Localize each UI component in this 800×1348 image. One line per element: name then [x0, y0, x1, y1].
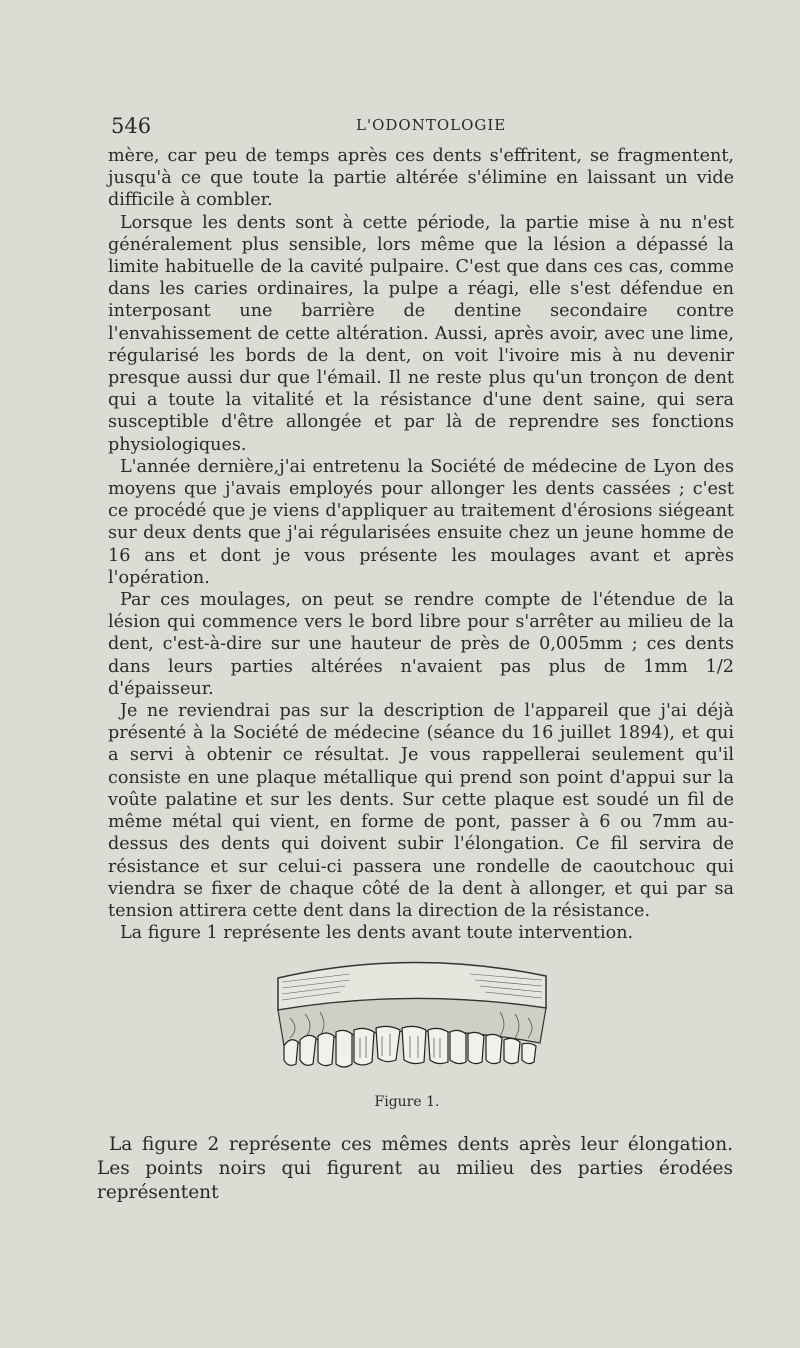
paragraph-figure-2: La figure 2 représente ces mêmes dents après leur élongation. Les points noirs qui figurent au milieu des parties érodées représentent	[97, 1134, 733, 1203]
paragraph-continuation: mère, car peu de temps après ces dents s'effritent, se fragmentent, jusqu'à ce que toute la partie altérée s'élimine en laissant un vide difficile à combler.	[108, 146, 734, 211]
bottom-text	[97, 1133, 733, 1205]
running-head: L'ODONTOLOGIE	[356, 116, 507, 134]
dental-cast-illustration	[270, 948, 553, 1086]
paragraph-moulages: Par ces moulages, on peut se rendre compte de l'étendue de la lésion qui commence vers le bord libre pour s'arrêter au milieu de la dent, c'est-à-dire sur une hauteur de près de 0,005mm ; ces dents dans leurs parties altérées n'avaient pas plus de 1mm 1/2 d'épaisseur.	[108, 590, 734, 699]
paragraph-appareil: Je ne reviendrai pas sur la description de l'appareil que j'ai déjà présenté à la Société de médecine (séance du 16 juillet 1894), et qui a servi à obtenir ce résultat. Je vous rappellerai seulement qu'il consiste en une plaque métallique qui prend son point d'appui sur la voûte palatine et sur les dents. Sur cette plaque est soudé un fil de même métal qui vient, en forme de pont, passer à 6 ou 7mm au-dessus des dents qui doivent subir l'élongation. Ce fil servira de résistance et sur celui-ci passera une rondelle de caoutchouc qui viendra se fixer de chaque côté de la dent à allonger, et qui par sa tension attirera cette dent dans la direction de la résistance.	[108, 701, 734, 921]
paragraph-societe: L'année dernière,j'ai entretenu la Société de médecine de Lyon des moyens que j'avais employés pour allonger les dents cassées ; c'est ce procédé que je viens d'appliquer au traitement d'érosions siégeant sur deux dents que j'ai régularisées ensuite chez un jeune homme de 16 ans et dont je vous présente les moulages avant et après l'opération.	[108, 456, 734, 588]
figure-dental-cast	[270, 948, 553, 1086]
page-header	[111, 114, 731, 138]
paragraph-dentine: Lorsque les dents sont à cette période, la partie mise à nu n'est généralement plus sensible, lors même que la lésion a dépassé la limite habituelle de la cavité pulpaire. C'est que dans ces cas, comme dans les caries ordinaires, la pulpe a réagi, elle s'est défendue en interposant une barrière de dentine secondaire contre l'envahissement de cette altération. Aussi, après avoir, avec une lime, régularisé les bords de la dent, on voit l'ivoire mis à nu devenir presque aussi dur que l'émail. Il ne reste plus qu'un tronçon de dent qui a toute la vitalité et la résistance d'une dent saine, qui sera susceptible d'être allongée et par là de reprendre ses fonctions physiologiques.	[108, 212, 734, 455]
page-number: 546	[111, 114, 152, 138]
body-text	[108, 145, 734, 944]
figure-caption: Figure 1.	[374, 1094, 440, 1110]
paragraph-figure-intro: La figure 1 représente les dents avant toute intervention.	[120, 923, 634, 944]
